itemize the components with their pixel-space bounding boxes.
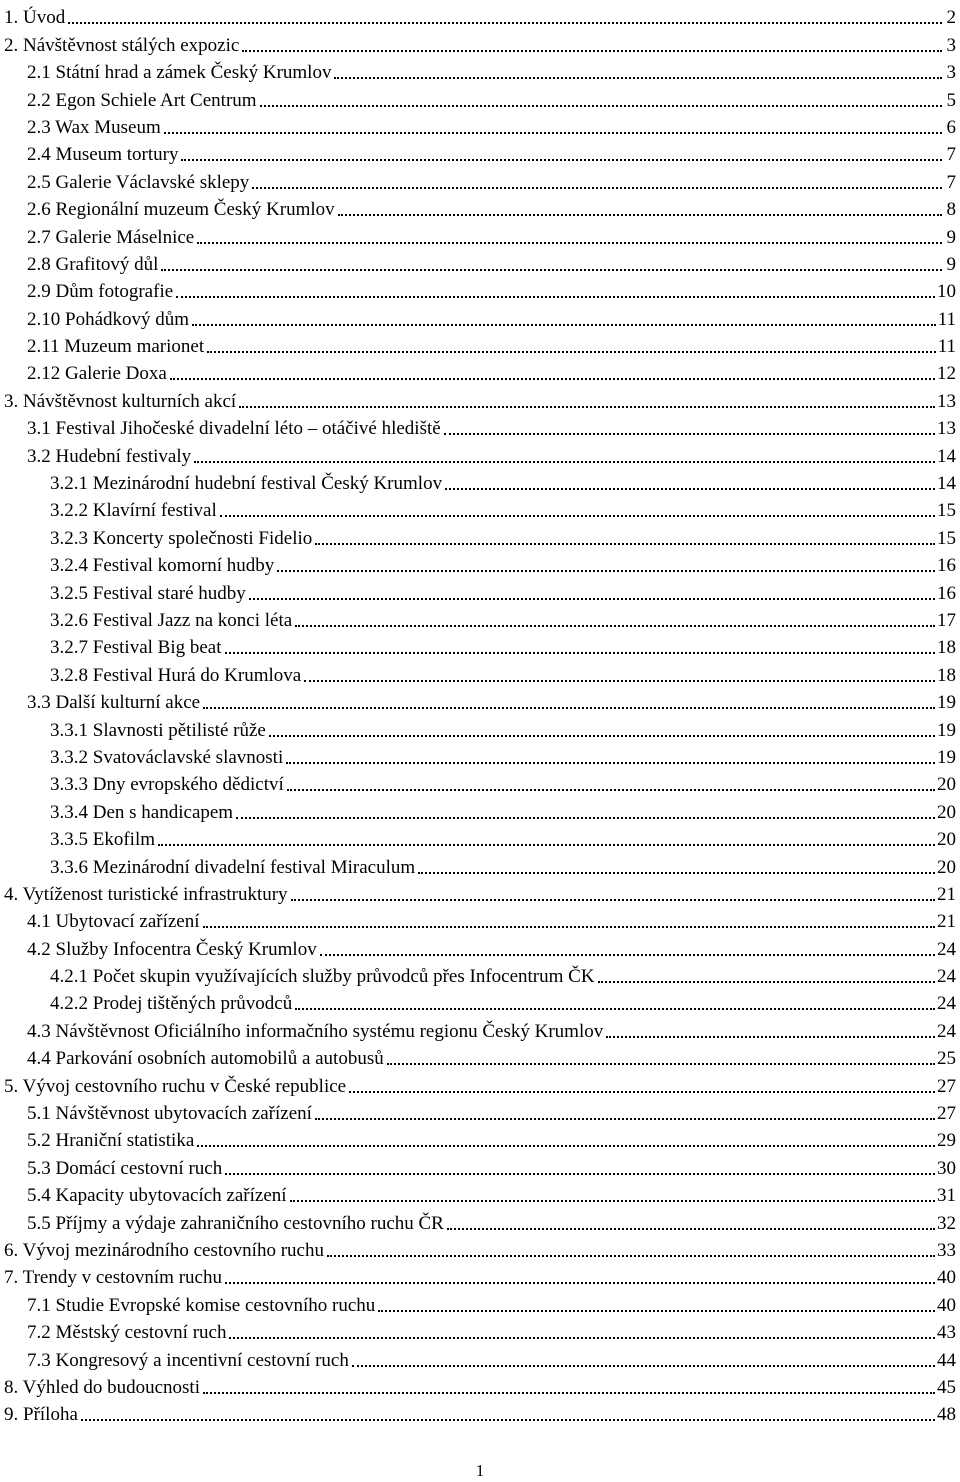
toc-entry-page: 8 [946,199,956,221]
toc-entry-page: 18 [937,664,956,686]
toc-entry-page: 16 [937,555,956,577]
dot-leader [444,433,935,435]
toc-entry[interactable] [0,276,958,303]
toc-entry-title: 5. Vývoj cestovního ruchu v České republice [4,1075,347,1097]
toc-entry-page: 17 [937,609,956,631]
toc-entry-page: 24 [937,993,956,1015]
dot-leader [327,1255,935,1257]
dot-leader [197,242,942,244]
toc-entry[interactable] [0,550,958,577]
toc-entry-page: 44 [937,1349,956,1371]
toc-entry-title: 3.2.3 Koncerty společnosti Fidelio [50,527,313,549]
toc-entry-page: 7 [946,144,956,166]
toc-entry[interactable] [0,495,958,522]
toc-entry-title: 3.2.5 Festival staré hudby [50,582,246,604]
dot-leader [225,1282,935,1284]
toc-entry-title: 7. Trendy v cestovním ruchu [4,1267,222,1289]
toc-entry-page: 14 [937,445,956,467]
toc-entry[interactable] [0,194,958,221]
dot-leader [203,1392,935,1394]
toc-entry-page: 24 [937,938,956,960]
toc-entry[interactable] [0,1207,958,1234]
dot-leader [277,570,935,572]
toc-entry-title: 2.10 Pohádkový dům [27,308,190,330]
dot-leader [197,1145,935,1147]
toc-entry[interactable] [0,139,958,166]
toc-entry[interactable] [0,303,958,330]
toc-entry[interactable] [0,1043,958,1070]
toc-entry-page: 43 [937,1322,956,1344]
dot-leader [203,707,935,709]
dot-leader [315,543,935,545]
toc-entry-title: 3.2.1 Mezinárodní hudební festival Český Krumlov [50,473,443,495]
toc-entry-page: 30 [937,1157,956,1179]
toc-entry-title: 3.3.2 Svatováclavské slavnosti [50,746,284,768]
toc-entry-page: 10 [937,281,956,303]
toc-entry-title: 3.1 Festival Jihočeské divadelní léto – otáčivé hlediště [27,418,441,440]
dot-leader [352,1365,935,1367]
toc-entry-page: 24 [937,966,956,988]
dot-leader [304,680,935,682]
dot-leader [252,187,942,189]
toc-entry-page: 20 [937,856,956,878]
toc-entry[interactable] [0,1180,958,1207]
toc-entry-page: 9 [946,226,956,248]
toc-entry-title: 2.6 Regionální muzeum Český Krumlov [27,199,335,221]
toc-entry-title: 3.2.6 Festival Jazz na konci léta [50,609,293,631]
toc-entry[interactable] [0,933,958,960]
toc-entry-title: 3. Návštěvnost kulturních akcí [4,390,237,412]
toc-entry-page: 3 [946,34,956,56]
dot-leader [249,598,935,600]
toc-entry-page: 32 [937,1212,956,1234]
toc-entry[interactable] [0,1015,958,1042]
toc-entry-title: 5.5 Příjmy a výdaje zahraničního cestovního ruchu ČR [27,1212,444,1234]
toc-entry[interactable] [0,632,958,659]
toc-entry[interactable] [0,1372,958,1399]
toc-entry[interactable] [0,906,958,933]
dot-leader [225,1173,935,1175]
toc-entry-title: 3.2.4 Festival komorní hudby [50,555,275,577]
toc-entry-title: 7.2 Městský cestovní ruch [27,1322,227,1344]
toc-entry[interactable] [0,961,958,988]
toc-entry-title: 5.2 Hraniční statistika [27,1130,195,1152]
toc-entry[interactable] [0,1098,958,1125]
toc-entry-page: 21 [937,911,956,933]
toc-entry-title: 5.4 Kapacity ubytovacích zařízení [27,1185,287,1207]
toc-entry-title: 2.1 Státní hrad a zámek Český Krumlov [27,62,332,84]
toc-entry-page: 48 [937,1404,956,1426]
dot-leader [239,406,935,408]
dot-leader [176,296,935,298]
toc-entry[interactable] [0,605,958,632]
toc-entry-page: 15 [937,527,956,549]
dot-leader [290,1200,935,1202]
toc-entry-title: 3.3.5 Ekofilm [50,829,156,851]
page-number: 1 [475,1461,485,1480]
toc-entry-title: 3.3.6 Mezinárodní divadelní festival Miraculum [50,856,416,878]
toc-entry-title: 4.2.2 Prodej tištěných průvodců [50,993,293,1015]
toc-entry-page: 31 [937,1185,956,1207]
toc-entry-page: 24 [937,1020,956,1042]
dot-leader [229,1337,935,1339]
toc-entry[interactable] [0,166,958,193]
dot-leader [225,652,935,654]
dot-leader [242,50,942,52]
toc-entry-title: 3.3.3 Dny evropského dědictví [50,774,284,796]
toc-entry-title: 2.5 Galerie Václavské sklepy [27,171,250,193]
toc-entry[interactable] [0,714,958,741]
toc-entry-title: 2.9 Dům fotografie [27,281,174,303]
dot-leader [349,1091,935,1093]
toc-entry-title: 7.3 Kongresový a incentivní cestovní ruch [27,1349,349,1371]
toc-entry-page: 21 [937,883,956,905]
toc-entry[interactable] [0,221,958,248]
dot-leader [192,324,936,326]
toc-entry-title: 3.2.2 Klavírní festival [50,500,217,522]
toc-entry[interactable] [0,468,958,495]
dot-leader [320,954,935,956]
toc-entry[interactable] [0,84,958,111]
toc-entry-title: 4.2.1 Počet skupin využívajících služby průvodců přes Infocentrum ČK [50,966,595,988]
toc-entry-page: 16 [937,582,956,604]
dot-leader [338,214,942,216]
dot-leader [447,1228,935,1230]
toc-entry-title: 6. Vývoj mezinárodního cestovního ruchu [4,1239,324,1261]
toc-entry-page: 14 [937,473,956,495]
toc-entry-title: 2.7 Galerie Máselnice [27,226,195,248]
toc-entry-title: 2.8 Grafitový důl [27,253,159,275]
toc-entry[interactable] [0,1152,958,1179]
toc-entry-title: 3.2 Hudební festivaly [27,445,192,467]
toc-entry-title: 2.4 Museum tortury [27,144,179,166]
toc-entry-title: 4.4 Parkování osobních automobilů a autobusů [27,1048,384,1070]
dot-leader [286,762,935,764]
dot-leader [295,1008,935,1010]
toc-entry-page: 5 [946,89,956,111]
toc-entry-title: 4.3 Návštěvnost Oficiálního informačního systému regionu Český Krumlov [27,1020,604,1042]
dot-leader [170,378,935,380]
toc-entry-page: 2 [946,7,956,29]
dot-leader [606,1036,935,1038]
dot-leader [68,22,942,24]
toc-entry[interactable] [0,1070,958,1097]
toc-entry-title: 3.2.8 Festival Hurá do Krumlova [50,664,302,686]
toc-entry-page: 11 [937,336,956,358]
toc-entry[interactable] [0,522,958,549]
toc-entry-title: 2.11 Muzeum marionet [27,336,205,358]
toc-entry[interactable] [0,1344,958,1371]
toc-entry[interactable] [0,824,958,851]
dot-leader [445,488,935,490]
toc-entry-title: 4. Vytíženost turistické infrastruktury [4,883,288,905]
dot-leader [315,1118,935,1120]
toc-entry[interactable] [0,851,958,878]
toc-entry[interactable] [0,1399,958,1426]
toc-entry[interactable] [0,1125,958,1152]
dot-leader [418,872,935,874]
toc-entry[interactable] [0,879,958,906]
toc-entry[interactable] [0,988,958,1015]
dot-leader [164,132,942,134]
toc-entry[interactable] [0,358,958,385]
toc-entry-title: 3.3 Další kulturní akce [27,692,201,714]
toc-entry-page: 12 [937,363,956,385]
toc-entry-page: 20 [937,774,956,796]
toc-entry-page: 3 [946,62,956,84]
toc-entry-page: 19 [937,719,956,741]
dot-leader [220,515,935,517]
dot-leader [161,269,942,271]
dot-leader [81,1419,935,1421]
toc-entry-title: 2.2 Egon Schiele Art Centrum [27,89,257,111]
dot-leader [236,817,935,819]
toc-entry-page: 27 [937,1075,956,1097]
toc-entry[interactable] [0,796,958,823]
dot-leader [203,926,935,928]
toc-entry-page: 15 [937,500,956,522]
toc-entry[interactable] [0,1262,958,1289]
toc-entry-title: 2. Návštěvnost stálých expozic [4,34,240,56]
dot-leader [181,159,942,161]
toc-entry[interactable] [0,57,958,84]
toc-entry-page: 13 [937,418,956,440]
toc-entry-page: 9 [946,253,956,275]
dot-leader [387,1063,935,1065]
toc-entry-title: 5.3 Domácí cestovní ruch [27,1157,223,1179]
toc-entry-page: 29 [937,1130,956,1152]
toc-entry[interactable] [0,687,958,714]
toc-entry-title: 4.1 Ubytovací zařízení [27,911,200,933]
toc-entry-page: 27 [937,1103,956,1125]
toc-entry[interactable] [0,112,958,139]
toc-entry-page: 33 [937,1239,956,1261]
dot-leader [378,1310,935,1312]
dot-leader [598,981,935,983]
toc-entry-page: 18 [937,637,956,659]
toc-entry-page: 45 [937,1376,956,1398]
toc-entry-page: 20 [937,829,956,851]
dot-leader [194,461,935,463]
toc-entry-page: 19 [937,746,956,768]
toc-entry-page: 40 [937,1267,956,1289]
toc-entry-page: 40 [937,1294,956,1316]
dot-leader [295,625,935,627]
toc-entry[interactable] [0,577,958,604]
toc-entry-page: 7 [946,171,956,193]
toc-entry[interactable] [0,385,958,412]
toc-entry-page: 6 [946,116,956,138]
toc-entry[interactable] [0,1317,958,1344]
dot-leader [207,351,936,353]
toc-entry-page: 11 [937,308,956,330]
toc-entry[interactable] [0,1235,958,1262]
toc-entry-title: 5.1 Návštěvnost ubytovacích zařízení [27,1103,312,1125]
dot-leader [291,899,935,901]
toc-entry-title: 3.3.4 Den s handicapem [50,801,234,823]
toc-entry-page: 19 [937,692,956,714]
toc-entry[interactable] [0,742,958,769]
toc-entry-title: 9. Příloha [4,1404,78,1426]
toc-entry-title: 8. Výhled do budoucnosti [4,1376,200,1398]
toc-entry[interactable] [0,331,958,358]
toc-entry-title: 1. Úvod [4,7,66,29]
toc-entry-title: 4.2 Služby Infocentra Český Krumlov [27,938,317,960]
table-of-contents [0,2,958,1426]
toc-entry[interactable] [0,659,958,686]
toc-entry[interactable] [0,2,958,29]
dot-leader [287,789,935,791]
toc-entry[interactable] [0,769,958,796]
toc-entry-title: 2.3 Wax Museum [27,116,161,138]
toc-entry[interactable] [0,440,958,467]
toc-entry-title: 3.3.1 Slavnosti pětilisté růže [50,719,266,741]
toc-entry[interactable] [0,249,958,276]
dot-leader [269,735,935,737]
dot-leader [158,844,935,846]
toc-entry-page: 25 [937,1048,956,1070]
toc-entry[interactable] [0,29,958,56]
dot-leader [260,105,942,107]
toc-entry[interactable] [0,1289,958,1316]
toc-entry-title: 7.1 Studie Evropské komise cestovního ruchu [27,1294,376,1316]
dot-leader [334,77,942,79]
toc-entry-title: 3.2.7 Festival Big beat [50,637,222,659]
toc-entry[interactable] [0,413,958,440]
toc-entry-title: 2.12 Galerie Doxa [27,363,167,385]
toc-entry-page: 20 [937,801,956,823]
toc-entry-page: 13 [937,390,956,412]
